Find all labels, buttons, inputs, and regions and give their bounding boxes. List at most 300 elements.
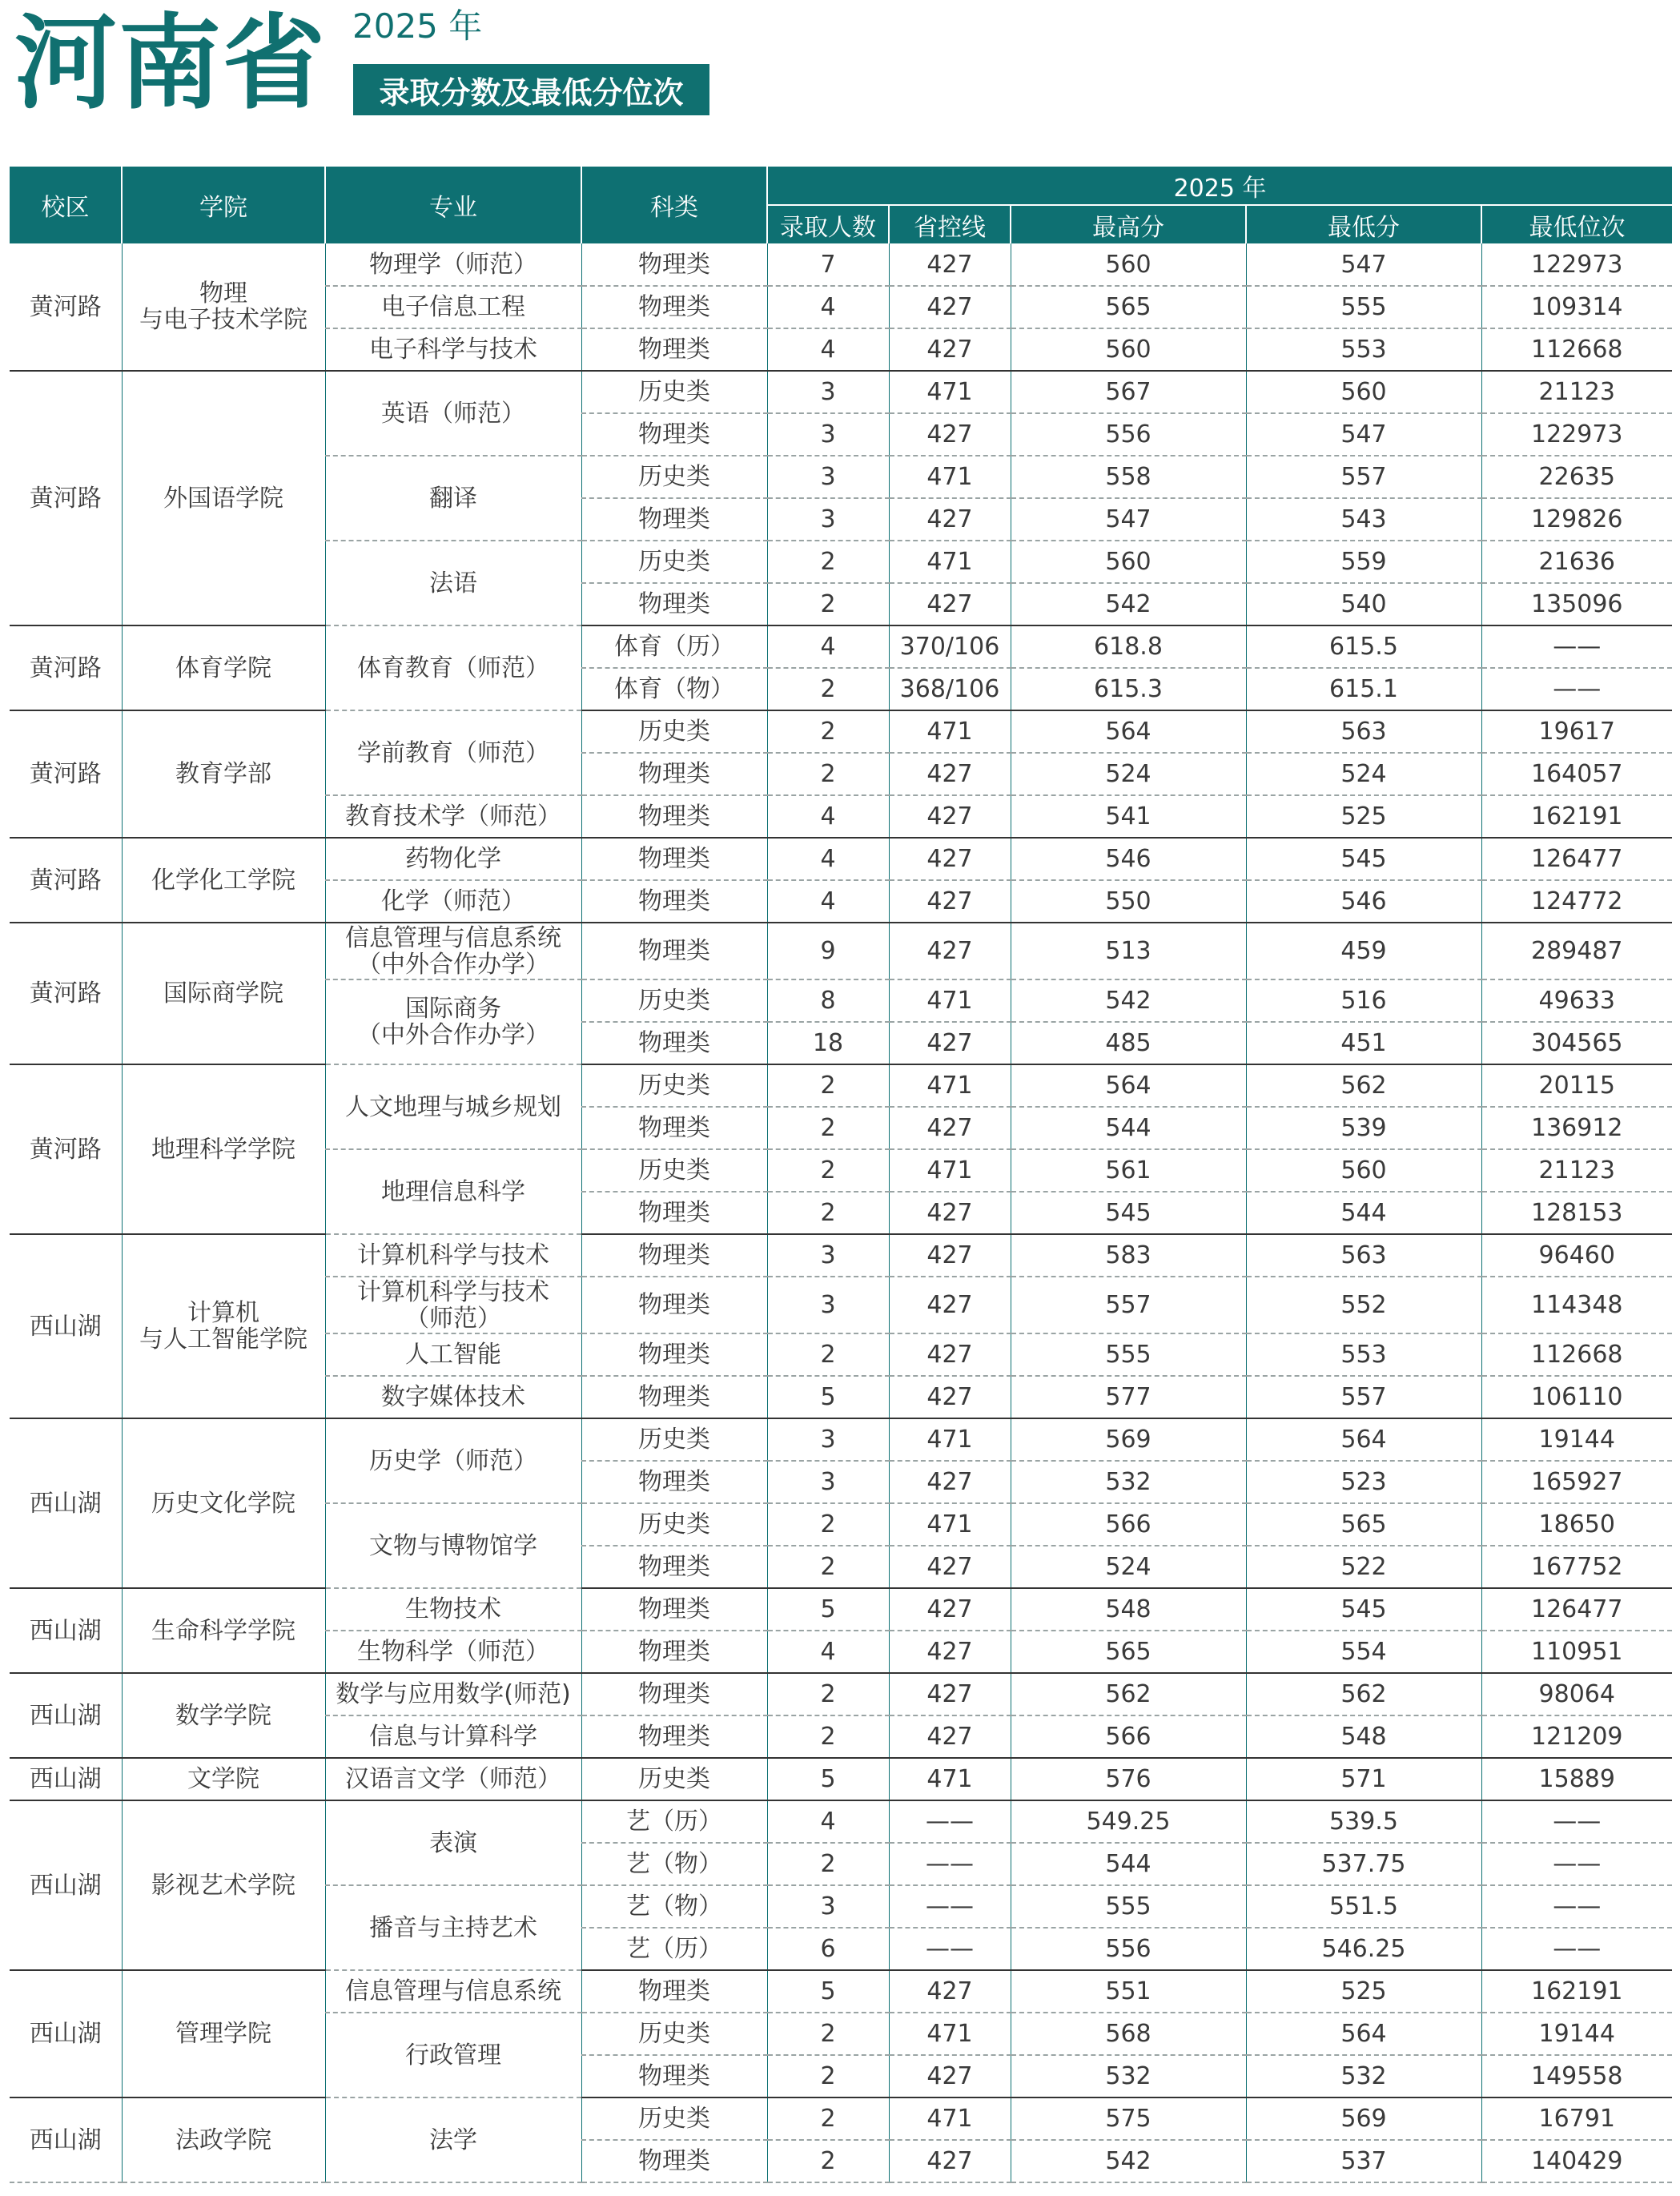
table-body <box>10 243 1672 2182</box>
min-score-cell: 525 <box>1246 1970 1481 2013</box>
header-major: 专业 <box>325 167 581 243</box>
min-score-cell: 560 <box>1246 1149 1481 1192</box>
max-score-cell: 566 <box>1011 1715 1246 1758</box>
major-cell: 英语（师范） <box>325 371 581 456</box>
admitted-cell: 4 <box>767 880 889 923</box>
max-score-cell: 547 <box>1011 498 1246 541</box>
min-rank-cell: 124772 <box>1481 880 1672 923</box>
min-rank-cell: 136912 <box>1481 1107 1672 1149</box>
min-score-cell: 532 <box>1246 2055 1481 2097</box>
table-row <box>10 371 1672 413</box>
admitted-cell: 4 <box>767 1631 889 1673</box>
max-score-cell: 558 <box>1011 456 1246 498</box>
table-row <box>10 1758 1672 1800</box>
min-rank-cell: —— <box>1481 1800 1672 1843</box>
control-line-cell: 427 <box>889 1107 1011 1149</box>
admitted-cell: 2 <box>767 1715 889 1758</box>
control-line-cell: 427 <box>889 286 1011 328</box>
table-row <box>10 1064 1672 1107</box>
college-cell: 计算机 与人工智能学院 <box>122 1234 325 1418</box>
min-score-cell: 540 <box>1246 583 1481 625</box>
max-score-cell: 560 <box>1011 541 1246 583</box>
major-cell: 播音与主持艺术 <box>325 1885 581 1970</box>
college-cell: 化学化工学院 <box>122 838 325 923</box>
control-line-cell: 427 <box>889 1970 1011 2013</box>
college-cell: 外国语学院 <box>122 371 325 625</box>
category-cell: 历史类 <box>581 710 767 753</box>
college-cell: 历史文化学院 <box>122 1418 325 1588</box>
major-cell: 生物技术 <box>325 1588 581 1631</box>
max-score-cell: 542 <box>1011 979 1246 1022</box>
category-cell: 物理类 <box>581 243 767 286</box>
header-campus: 校区 <box>10 167 122 243</box>
campus-cell: 黄河路 <box>10 625 122 710</box>
college-cell: 国际商学院 <box>122 923 325 1064</box>
college-cell: 影视艺术学院 <box>122 1800 325 1970</box>
major-cell: 汉语言文学（师范） <box>325 1758 581 1800</box>
year-label: 2025 年 <box>352 6 483 46</box>
college-cell: 物理 与电子技术学院 <box>122 243 325 371</box>
category-cell: 物理类 <box>581 880 767 923</box>
province-title: 河南省 <box>14 4 328 123</box>
category-cell: 物理类 <box>581 1673 767 1715</box>
major-cell: 表演 <box>325 1800 581 1885</box>
major-cell: 翻译 <box>325 456 581 541</box>
min-score-cell: 543 <box>1246 498 1481 541</box>
max-score-cell: 568 <box>1011 2013 1246 2055</box>
admitted-cell: 2 <box>767 541 889 583</box>
table-row <box>10 1234 1672 1277</box>
min-rank-cell: 98064 <box>1481 1673 1672 1715</box>
college-cell: 教育学部 <box>122 710 325 838</box>
table-row <box>10 1970 1672 2013</box>
control-line-cell: 471 <box>889 1418 1011 1461</box>
control-line-cell: 471 <box>889 1503 1011 1546</box>
max-score-cell: 544 <box>1011 1107 1246 1149</box>
admitted-cell: 3 <box>767 1885 889 1928</box>
category-cell: 物理类 <box>581 1107 767 1149</box>
major-cell: 人文地理与城乡规划 <box>325 1064 581 1149</box>
min-score-cell: 552 <box>1246 1277 1481 1333</box>
min-score-cell: 548 <box>1246 1715 1481 1758</box>
control-line-cell: 427 <box>889 1546 1011 1588</box>
control-line-cell: 427 <box>889 328 1011 371</box>
min-rank-cell: 21123 <box>1481 371 1672 413</box>
admitted-cell: 4 <box>767 328 889 371</box>
control-line-cell: 427 <box>889 923 1011 979</box>
campus-cell: 西山湖 <box>10 1673 122 1758</box>
category-cell: 物理类 <box>581 753 767 795</box>
min-score-cell: 544 <box>1246 1192 1481 1234</box>
college-cell: 生命科学学院 <box>122 1588 325 1673</box>
admitted-cell: 6 <box>767 1928 889 1970</box>
admitted-cell: 3 <box>767 1277 889 1333</box>
min-score-cell: 565 <box>1246 1503 1481 1546</box>
admitted-cell: 2 <box>767 2140 889 2182</box>
control-line-cell: 471 <box>889 1149 1011 1192</box>
min-rank-cell: 19144 <box>1481 2013 1672 2055</box>
admitted-cell: 18 <box>767 1022 889 1064</box>
category-cell: 艺（历） <box>581 1928 767 1970</box>
min-rank-cell: 22635 <box>1481 456 1672 498</box>
min-rank-cell: 96460 <box>1481 1234 1672 1277</box>
control-line-cell: 370/106 <box>889 625 1011 668</box>
campus-cell: 黄河路 <box>10 371 122 625</box>
control-line-cell: 471 <box>889 1758 1011 1800</box>
control-line-cell: 427 <box>889 583 1011 625</box>
control-line-cell: 427 <box>889 795 1011 838</box>
table-row <box>10 1588 1672 1631</box>
category-cell: 物理类 <box>581 1631 767 1673</box>
major-cell: 计算机科学与技术 <box>325 1234 581 1277</box>
major-cell: 人工智能 <box>325 1333 581 1376</box>
min-score-cell: 564 <box>1246 1418 1481 1461</box>
campus-cell: 西山湖 <box>10 1418 122 1588</box>
category-cell: 历史类 <box>581 456 767 498</box>
category-cell: 物理类 <box>581 1376 767 1418</box>
max-score-cell: 556 <box>1011 1928 1246 1970</box>
admitted-cell: 2 <box>767 2055 889 2097</box>
table-row <box>10 1673 1672 1715</box>
admitted-cell: 5 <box>767 1758 889 1800</box>
min-score-cell: 546 <box>1246 880 1481 923</box>
campus-cell: 西山湖 <box>10 2097 122 2182</box>
min-score-cell: 562 <box>1246 1064 1481 1107</box>
max-score-cell: 561 <box>1011 1149 1246 1192</box>
category-cell: 艺（物） <box>581 1843 767 1885</box>
admitted-cell: 2 <box>767 1673 889 1715</box>
max-score-cell: 524 <box>1011 1546 1246 1588</box>
control-line-cell: 427 <box>889 880 1011 923</box>
min-score-cell: 547 <box>1246 413 1481 456</box>
min-score-cell: 555 <box>1246 286 1481 328</box>
min-rank-cell: —— <box>1481 668 1672 710</box>
category-cell: 艺（历） <box>581 1800 767 1843</box>
campus-cell: 黄河路 <box>10 838 122 923</box>
score-table <box>10 167 1672 2183</box>
control-line-cell: 471 <box>889 710 1011 753</box>
major-cell: 数字媒体技术 <box>325 1376 581 1418</box>
college-cell: 地理科学学院 <box>122 1064 325 1234</box>
control-line-cell: 427 <box>889 1192 1011 1234</box>
min-rank-cell: 122973 <box>1481 413 1672 456</box>
category-cell: 艺（物） <box>581 1885 767 1928</box>
admitted-cell: 2 <box>767 668 889 710</box>
admitted-cell: 7 <box>767 243 889 286</box>
category-cell: 历史类 <box>581 371 767 413</box>
min-rank-cell: 162191 <box>1481 795 1672 838</box>
max-score-cell: 548 <box>1011 1588 1246 1631</box>
min-score-cell: 545 <box>1246 838 1481 880</box>
min-rank-cell: 164057 <box>1481 753 1672 795</box>
min-rank-cell: 167752 <box>1481 1546 1672 1588</box>
min-score-cell: 451 <box>1246 1022 1481 1064</box>
min-rank-cell: 110951 <box>1481 1631 1672 1673</box>
admitted-cell: 3 <box>767 1461 889 1503</box>
max-score-cell: 560 <box>1011 328 1246 371</box>
control-line-cell: 427 <box>889 2140 1011 2182</box>
max-score-cell: 542 <box>1011 2140 1246 2182</box>
major-cell: 地理信息科学 <box>325 1149 581 1234</box>
table-row <box>10 838 1672 880</box>
max-score-cell: 567 <box>1011 371 1246 413</box>
table-row <box>10 625 1672 668</box>
category-cell: 历史类 <box>581 979 767 1022</box>
min-score-cell: 553 <box>1246 1333 1481 1376</box>
min-score-cell: 525 <box>1246 795 1481 838</box>
control-line-cell: 427 <box>889 2055 1011 2097</box>
college-cell: 数学学院 <box>122 1673 325 1758</box>
min-score-cell: 516 <box>1246 979 1481 1022</box>
max-score-cell: 565 <box>1011 1631 1246 1673</box>
admitted-cell: 3 <box>767 413 889 456</box>
admitted-cell: 4 <box>767 838 889 880</box>
category-cell: 历史类 <box>581 1149 767 1192</box>
admitted-cell: 3 <box>767 1234 889 1277</box>
admitted-cell: 2 <box>767 2097 889 2140</box>
admitted-cell: 2 <box>767 710 889 753</box>
max-score-cell: 555 <box>1011 1333 1246 1376</box>
min-rank-cell: 289487 <box>1481 923 1672 979</box>
min-rank-cell: 140429 <box>1481 2140 1672 2182</box>
control-line-cell: 427 <box>889 1022 1011 1064</box>
max-score-cell: 550 <box>1011 880 1246 923</box>
max-score-cell: 532 <box>1011 1461 1246 1503</box>
category-cell: 物理类 <box>581 286 767 328</box>
min-rank-cell: 129826 <box>1481 498 1672 541</box>
min-rank-cell: 112668 <box>1481 1333 1672 1376</box>
control-line-cell: 427 <box>889 1631 1011 1673</box>
admitted-cell: 9 <box>767 923 889 979</box>
category-cell: 物理类 <box>581 1333 767 1376</box>
admitted-cell: 3 <box>767 456 889 498</box>
min-rank-cell: —— <box>1481 625 1672 668</box>
max-score-cell: 524 <box>1011 753 1246 795</box>
min-rank-cell: 106110 <box>1481 1376 1672 1418</box>
category-cell: 历史类 <box>581 2097 767 2140</box>
major-cell: 信息管理与信息系统 （中外合作办学） <box>325 923 581 979</box>
major-cell: 行政管理 <box>325 2013 581 2097</box>
min-score-cell: 563 <box>1246 710 1481 753</box>
header-max-score: 最高分 <box>1011 205 1246 243</box>
control-line-cell: 471 <box>889 1064 1011 1107</box>
category-cell: 历史类 <box>581 2013 767 2055</box>
min-score-cell: 523 <box>1246 1461 1481 1503</box>
major-cell: 信息与计算科学 <box>325 1715 581 1758</box>
category-cell: 物理类 <box>581 1234 767 1277</box>
table-row <box>10 1418 1672 1461</box>
admitted-cell: 2 <box>767 1107 889 1149</box>
min-rank-cell: —— <box>1481 1843 1672 1885</box>
header-category: 科类 <box>581 167 767 243</box>
control-line-cell: —— <box>889 1928 1011 1970</box>
control-line-cell: 427 <box>889 1588 1011 1631</box>
major-cell: 国际商务 （中外合作办学） <box>325 979 581 1064</box>
admitted-cell: 2 <box>767 1333 889 1376</box>
header-college: 学院 <box>122 167 325 243</box>
category-cell: 历史类 <box>581 1418 767 1461</box>
admitted-cell: 2 <box>767 1192 889 1234</box>
min-score-cell: 539.5 <box>1246 1800 1481 1843</box>
category-cell: 历史类 <box>581 1503 767 1546</box>
category-cell: 物理类 <box>581 498 767 541</box>
min-score-cell: 546.25 <box>1246 1928 1481 1970</box>
table-row <box>10 710 1672 753</box>
min-rank-cell: 149558 <box>1481 2055 1672 2097</box>
category-cell: 体育（历） <box>581 625 767 668</box>
category-cell: 物理类 <box>581 2055 767 2097</box>
control-line-cell: 368/106 <box>889 668 1011 710</box>
major-cell: 文物与博物馆学 <box>325 1503 581 1588</box>
college-cell: 文学院 <box>122 1758 325 1800</box>
min-rank-cell: 18650 <box>1481 1503 1672 1546</box>
category-cell: 物理类 <box>581 2140 767 2182</box>
min-score-cell: 554 <box>1246 1631 1481 1673</box>
admitted-cell: 4 <box>767 286 889 328</box>
campus-cell: 西山湖 <box>10 1588 122 1673</box>
min-rank-cell: 128153 <box>1481 1192 1672 1234</box>
control-line-cell: 427 <box>889 1673 1011 1715</box>
table-row <box>10 243 1672 286</box>
admitted-cell: 3 <box>767 371 889 413</box>
control-line-cell: 427 <box>889 1376 1011 1418</box>
control-line-cell: 471 <box>889 456 1011 498</box>
control-line-cell: 427 <box>889 1277 1011 1333</box>
major-cell: 药物化学 <box>325 838 581 880</box>
control-line-cell: —— <box>889 1800 1011 1843</box>
min-rank-cell: 304565 <box>1481 1022 1672 1064</box>
category-cell: 物理类 <box>581 413 767 456</box>
control-line-cell: 471 <box>889 2013 1011 2055</box>
category-cell: 历史类 <box>581 541 767 583</box>
college-cell: 法政学院 <box>122 2097 325 2182</box>
campus-cell: 黄河路 <box>10 710 122 838</box>
admitted-cell: 5 <box>767 1970 889 2013</box>
min-rank-cell: 126477 <box>1481 1588 1672 1631</box>
max-score-cell: 569 <box>1011 1418 1246 1461</box>
major-cell: 化学（师范） <box>325 880 581 923</box>
control-line-cell: 427 <box>889 413 1011 456</box>
subtitle-banner: 录取分数及最低分位次 <box>353 64 709 115</box>
min-score-cell: 459 <box>1246 923 1481 979</box>
major-cell: 法语 <box>325 541 581 625</box>
max-score-cell: 546 <box>1011 838 1246 880</box>
admitted-cell: 4 <box>767 625 889 668</box>
min-score-cell: 547 <box>1246 243 1481 286</box>
min-rank-cell: 109314 <box>1481 286 1672 328</box>
admitted-cell: 5 <box>767 1376 889 1418</box>
min-score-cell: 553 <box>1246 328 1481 371</box>
min-rank-cell: 121209 <box>1481 1715 1672 1758</box>
category-cell: 物理类 <box>581 583 767 625</box>
min-score-cell: 539 <box>1246 1107 1481 1149</box>
max-score-cell: 542 <box>1011 583 1246 625</box>
category-cell: 物理类 <box>581 1588 767 1631</box>
category-cell: 物理类 <box>581 1461 767 1503</box>
major-cell: 历史学（师范） <box>325 1418 581 1503</box>
campus-cell: 西山湖 <box>10 1970 122 2097</box>
max-score-cell: 544 <box>1011 1843 1246 1885</box>
max-score-cell: 560 <box>1011 243 1246 286</box>
category-cell: 物理类 <box>581 1022 767 1064</box>
min-rank-cell: 114348 <box>1481 1277 1672 1333</box>
min-rank-cell: 21123 <box>1481 1149 1672 1192</box>
major-cell: 数学与应用数学(师范) <box>325 1673 581 1715</box>
min-score-cell: 551.5 <box>1246 1885 1481 1928</box>
campus-cell: 黄河路 <box>10 1064 122 1234</box>
header-control-line: 省控线 <box>889 205 1011 243</box>
max-score-cell: 564 <box>1011 710 1246 753</box>
max-score-cell: 485 <box>1011 1022 1246 1064</box>
category-cell: 体育（物） <box>581 668 767 710</box>
min-score-cell: 563 <box>1246 1234 1481 1277</box>
admitted-cell: 2 <box>767 1546 889 1588</box>
college-cell: 管理学院 <box>122 1970 325 2097</box>
min-score-cell: 545 <box>1246 1588 1481 1631</box>
max-score-cell: 549.25 <box>1011 1800 1246 1843</box>
control-line-cell: 427 <box>889 838 1011 880</box>
major-cell: 物理学（师范） <box>325 243 581 286</box>
major-cell: 电子信息工程 <box>325 286 581 328</box>
category-cell: 物理类 <box>581 1715 767 1758</box>
major-cell: 体育教育（师范） <box>325 625 581 710</box>
max-score-cell: 541 <box>1011 795 1246 838</box>
category-cell: 物理类 <box>581 1546 767 1588</box>
min-score-cell: 557 <box>1246 1376 1481 1418</box>
category-cell: 物理类 <box>581 1970 767 2013</box>
major-cell: 计算机科学与技术 （师范） <box>325 1277 581 1333</box>
max-score-cell: 557 <box>1011 1277 1246 1333</box>
table-row <box>10 2097 1672 2140</box>
min-score-cell: 562 <box>1246 1673 1481 1715</box>
control-line-cell: 427 <box>889 1715 1011 1758</box>
min-score-cell: 571 <box>1246 1758 1481 1800</box>
control-line-cell: 427 <box>889 753 1011 795</box>
max-score-cell: 532 <box>1011 2055 1246 2097</box>
campus-cell: 西山湖 <box>10 1234 122 1418</box>
min-rank-cell: 19144 <box>1481 1418 1672 1461</box>
min-rank-cell: —— <box>1481 1885 1672 1928</box>
campus-cell: 黄河路 <box>10 923 122 1064</box>
admitted-cell: 2 <box>767 1843 889 1885</box>
admitted-cell: 8 <box>767 979 889 1022</box>
admitted-cell: 2 <box>767 753 889 795</box>
table-row <box>10 923 1672 979</box>
category-cell: 物理类 <box>581 795 767 838</box>
max-score-cell: 576 <box>1011 1758 1246 1800</box>
min-rank-cell: —— <box>1481 1928 1672 1970</box>
admitted-cell: 2 <box>767 1503 889 1546</box>
category-cell: 物理类 <box>581 1192 767 1234</box>
header-year-group: 2025 年 <box>767 167 1672 205</box>
college-cell: 体育学院 <box>122 625 325 710</box>
control-line-cell: 471 <box>889 371 1011 413</box>
category-cell: 物理类 <box>581 838 767 880</box>
campus-cell: 黄河路 <box>10 243 122 371</box>
min-score-cell: 537 <box>1246 2140 1481 2182</box>
control-line-cell: 471 <box>889 2097 1011 2140</box>
min-rank-cell: 165927 <box>1481 1461 1672 1503</box>
major-cell: 信息管理与信息系统 <box>325 1970 581 2013</box>
campus-cell: 西山湖 <box>10 1758 122 1800</box>
max-score-cell: 565 <box>1011 286 1246 328</box>
major-cell: 生物科学（师范） <box>325 1631 581 1673</box>
min-score-cell: 560 <box>1246 371 1481 413</box>
max-score-cell: 556 <box>1011 413 1246 456</box>
admitted-cell: 2 <box>767 583 889 625</box>
admitted-cell: 5 <box>767 1588 889 1631</box>
category-cell: 物理类 <box>581 923 767 979</box>
